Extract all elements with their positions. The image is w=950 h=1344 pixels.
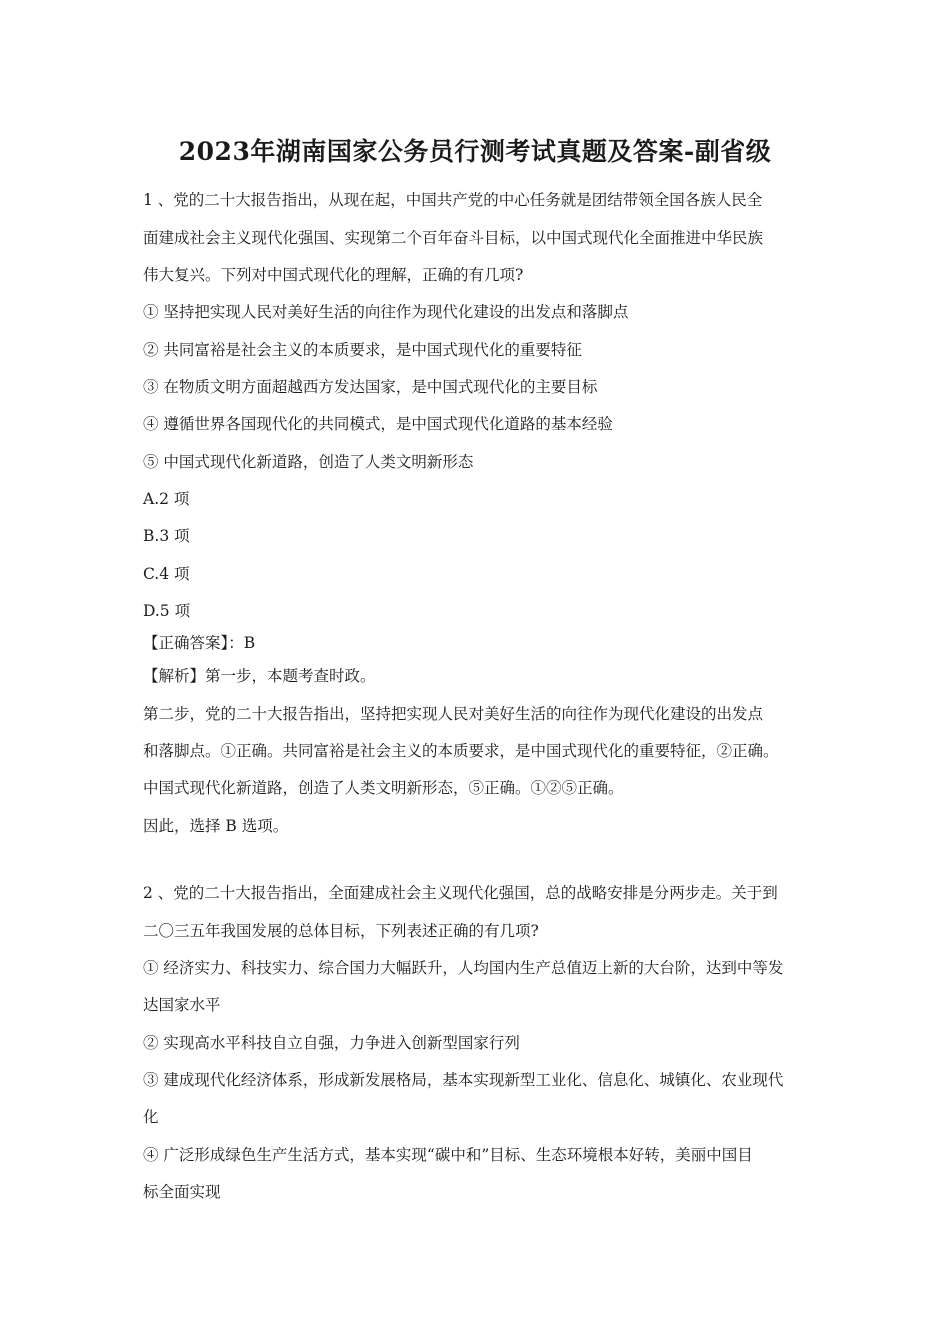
page-title: 2023年湖南国家公务员行测考试真题及答案-副省级 (178, 137, 772, 166)
q2-statement: ② 实现高水平科技自立自强，力争进入创新型国家行列 (143, 1034, 520, 1052)
q1-analysis-line: 中国式现代化新道路，创造了人类文明新形态，⑤正确。①②⑤正确。 (143, 779, 624, 797)
q2-stem-line: 二〇三五年我国发展的总体目标，下列表述正确的有几项? (143, 922, 539, 940)
q1-stem-line: 1 、党的二十大报告指出，从现在起，中国共产党的中心任务就是团结带领全国各族人民全 (143, 191, 763, 209)
q1-statement: ① 坚持把实现人民对美好生活的向往作为现代化建设的出发点和落脚点 (143, 303, 629, 321)
q1-statement: ③ 在物质文明方面超越西方发达国家，是中国式现代化的主要目标 (143, 378, 598, 396)
q1-option-c: C.4 项 (143, 565, 190, 583)
q1-analysis-line: 第二步，党的二十大报告指出，坚持把实现人民对美好生活的向往作为现代化建设的出发点 (143, 705, 764, 723)
q2-statement: 达国家水平 (143, 996, 221, 1014)
q1-option-d: D.5 项 (143, 602, 191, 620)
q1-analysis-line: 【解析】第一步，本题考查时政。 (143, 667, 376, 685)
q2-statement: ④ 广泛形成绿色生产生活方式，基本实现“碳中和”目标、生态环境根本好转，美丽中国目 (143, 1146, 753, 1164)
q2-statement: ① 经济实力、科技实力、综合国力大幅跃升，人均国内生产总值迈上新的大台阶，达到中等发 (143, 959, 784, 977)
q1-analysis-line: 和落脚点。①正确。共同富裕是社会主义的本质要求，是中国式现代化的重要特征，②正确。 (143, 742, 779, 760)
q1-stem-line: 面建成社会主义现代化强国、实现第二个百年奋斗目标，以中国式现代化全面推进中华民族 (143, 229, 764, 247)
q2-stem-line: 2 、党的二十大报告指出，全面建成社会主义现代化强国，总的战略安排是分两步走。关于到 (143, 884, 778, 902)
q1-option-b: B.3 项 (143, 527, 190, 545)
q2-statement: 标全面实现 (143, 1183, 221, 1201)
q1-answer: 【正确答案】：B (143, 634, 256, 652)
q1-option-a: A.2 项 (143, 490, 190, 508)
q1-statement: ② 共同富裕是社会主义的本质要求，是中国式现代化的重要特征 (143, 341, 582, 359)
q1-statement: ④ 遵循世界各国现代化的共同模式，是中国式现代化道路的基本经验 (143, 415, 613, 433)
q2-statement: ③ 建成现代化经济体系，形成新发展格局，基本实现新型工业化、信息化、城镇化、农业现代 (143, 1071, 784, 1089)
q2-statement: 化 (143, 1108, 159, 1126)
q1-analysis-line: 因此，选择 B 选项。 (143, 817, 289, 835)
q1-stem-line: 伟大复兴。下列对中国式现代化的理解，正确的有几项? (143, 266, 524, 284)
q1-statement: ⑤ 中国式现代化新道路，创造了人类文明新形态 (143, 453, 474, 471)
